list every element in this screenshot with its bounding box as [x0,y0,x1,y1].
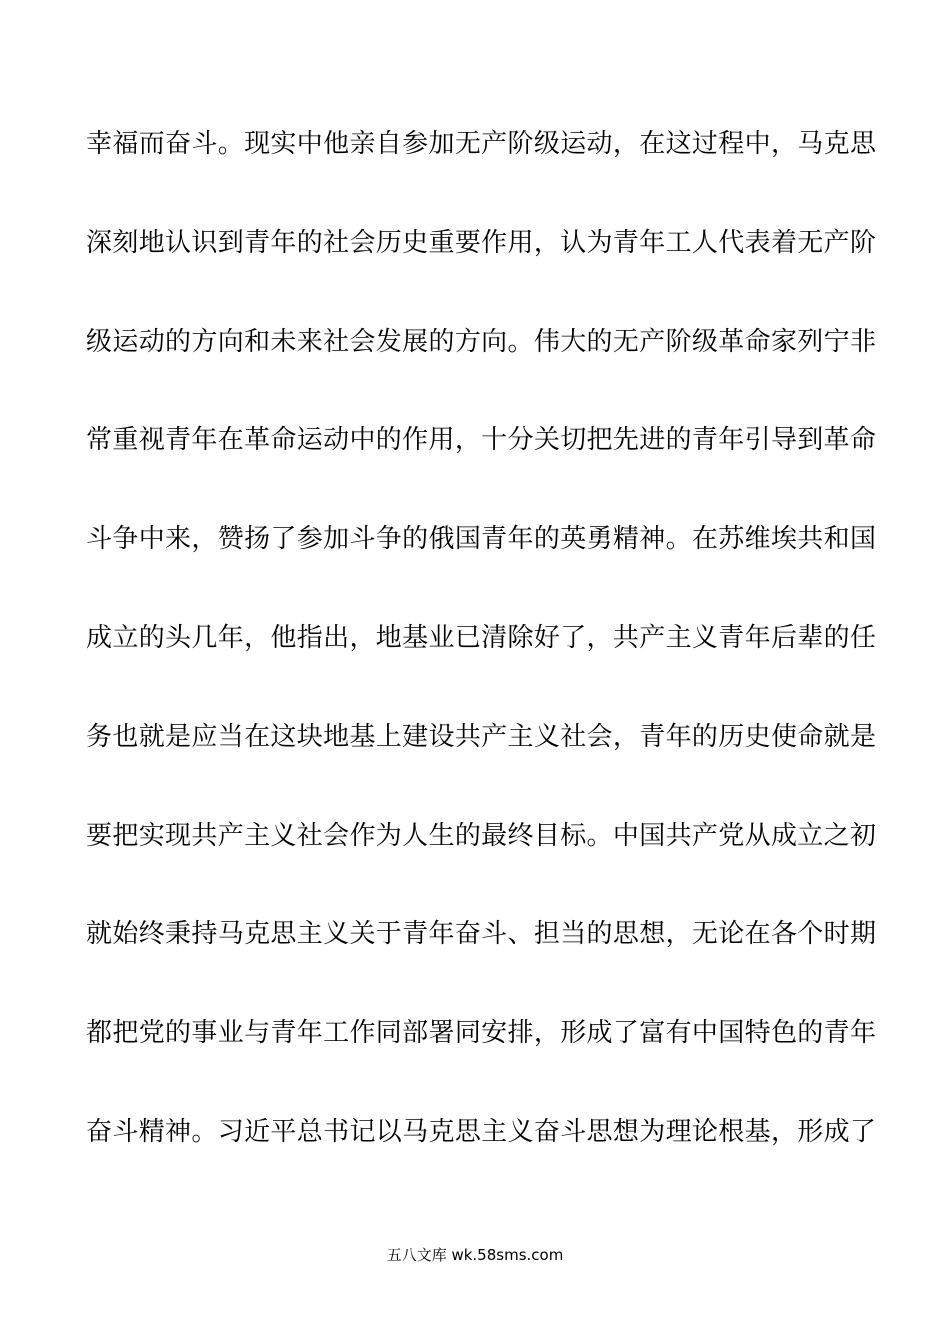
text-line: 务也就是应当在这块地基上建设共产主义社会，青年的历史使命就是 [86,721,876,752]
text-line: 要把实现共产主义社会作为人生的最终目标。中国共产党从成立之初 [86,820,876,851]
text-line: 成立的头几年，他指出，地基业已清除好了，共产主义青年后辈的任 [86,622,876,653]
text-line: 深刻地认识到青年的社会历史重要作用，认为青年工人代表着无产阶 [86,227,876,258]
text-line: 奋斗精神。习近平总书记以马克思主义奋斗思想为理论根基，形成了 [86,1116,876,1147]
text-line: 幸福而奋斗。现实中他亲自参加无产阶级运动，在这过程中，马克思 [86,129,876,159]
text-line: 级运动的方向和未来社会发展的方向。伟大的无产阶级革命家列宁非 [86,326,876,357]
footer-watermark: 五八文库 wk.58sms.com [386,1246,564,1264]
text-line: 都把党的事业与青年工作同部署同安排，形成了富有中国特色的青年 [86,1018,876,1049]
body-paragraph [86,118,876,1205]
text-line: 常重视青年在革命运动中的作用，十分关切把先进的青年引导到革命 [86,425,876,456]
text-line: 就始终秉持马克思主义关于青年奋斗、担当的思想，无论在各个时期 [86,919,876,950]
text-line: 斗争中来，赞扬了参加斗争的俄国青年的英勇精神。在苏维埃共和国 [86,524,876,555]
